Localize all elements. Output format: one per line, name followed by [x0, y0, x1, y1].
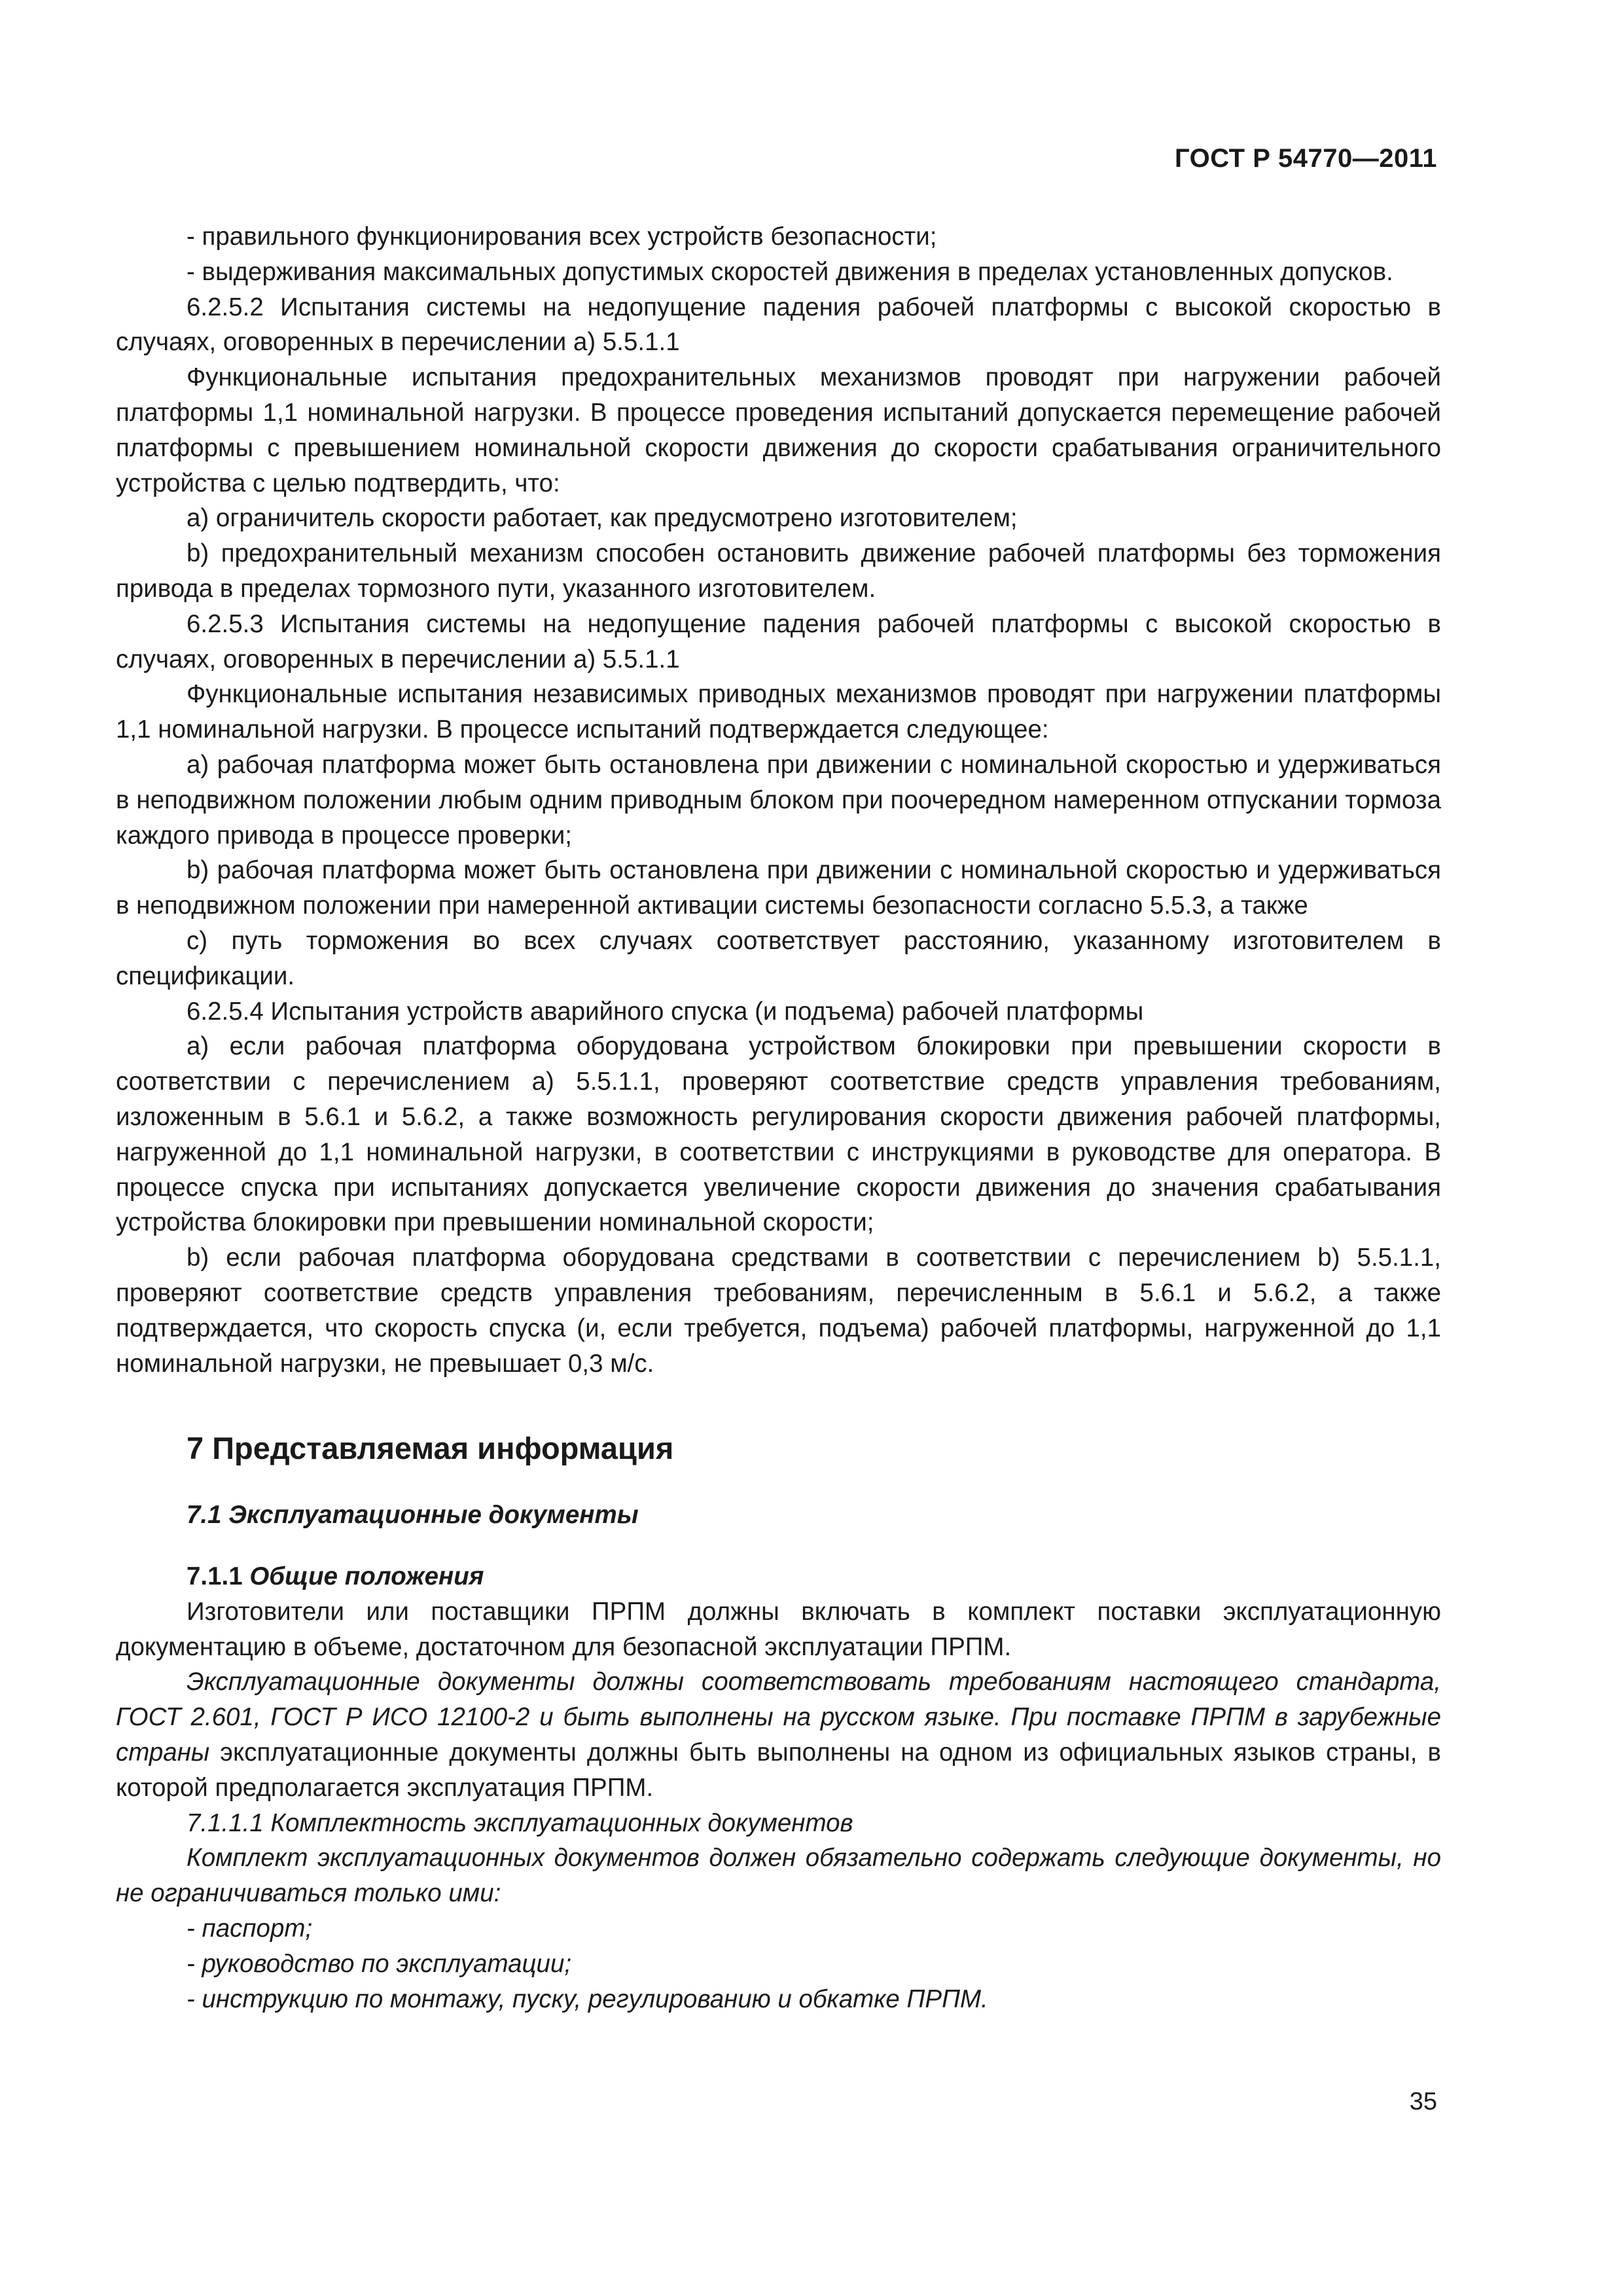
clause-paragraph: 6.2.5.2 Испытания системы на недопущение падения рабочей платформы с высокой скоростью в случаях, оговоренных в перечислении а) 5.5.1.1 — [116, 293, 1441, 357]
regular-text: эксплуатационные документы должны быть выполнены на одном из официальных языков страны, в которой предполагается эксплуатация ПРПМ. — [116, 1738, 1441, 1802]
standard-header: ГОСТ Р 54770—2011 — [1175, 144, 1437, 173]
section-title: 7 Представляемая информация — [187, 1431, 674, 1466]
list-item: b) рабочая платформа может быть остановлена при движении с номинальной скоростью и удерживаться в неподвижном положении при намеренной активации системы безопасности согласно 5.5.3, а также — [116, 856, 1441, 920]
paragraph-mixed — [116, 1664, 1441, 1805]
list-item: - инструкцию по монтажу, пуску, регулированию и обкатке ПРПМ. — [187, 1984, 988, 2013]
clause-title — [116, 1559, 1441, 1594]
paragraph: - выдерживания максимальных допустимых скоростей движения в пределах установленных допусков. — [187, 257, 1393, 286]
subclause-title: 7.1.1.1 Комплектность эксплуатационных документов — [187, 1808, 853, 1837]
paragraph: Комплект эксплуатационных документов должен обязательно содержать следующие документы, но не ограничиваться только ими: — [116, 1844, 1441, 1908]
list-item: a) если рабочая платформа оборудована устройством блокировки при превышении скорости в соответствии с перечислением а) 5.5.1.1, проверяют соответствие средств управления требованиям, изложенным в 5.6.1 и 5.6.2, а также возможность регулирования скорости движения рабочей платформы, нагруженной до 1,1 номинальной нагрузки, в соответствии с инструкциями в руководстве для оператора. В процессе спуска при испытаниях допускается увеличение скорости движения до значения срабатывания устройства блокировки при превышении номинальной скорости; — [116, 1032, 1441, 1237]
list-item: - руководство по эксплуатации; — [187, 1949, 572, 1978]
clause-name: Общие положения — [249, 1562, 484, 1591]
list-item: b) предохранительный механизм способен остановить движение рабочей платформы без торможения привода в пределах тормозного пути, указанного изготовителем. — [116, 539, 1441, 603]
subsection-title: 7.1 Эксплуатационные документы — [187, 1501, 639, 1530]
paragraph: Изготовители или поставщики ПРПМ должны включать в комплект поставки эксплуатационную документацию в объеме, достаточном для безопасной эксплуатации ПРПМ. — [116, 1597, 1441, 1661]
paragraph: - правильного функционирования всех устройств безопасности; — [187, 223, 937, 251]
paragraph: Функциональные испытания независимых приводных механизмов проводят при нагружении платформы 1,1 номинальной нагрузки. В процессе испытаний подтверждается следующее: — [116, 680, 1441, 744]
clause-paragraph: 6.2.5.4 Испытания устройств аварийного спуска (и подъема) рабочей платформы — [187, 997, 1144, 1026]
page-number: 35 — [1409, 2088, 1437, 2115]
clause-paragraph: 6.2.5.3 Испытания системы на недопущение падения рабочей платформы с высокой скоростью в случаях, оговоренных в перечислении а) 5.5.1.1 — [116, 609, 1441, 673]
clause-number: 7.1.1 — [187, 1562, 243, 1591]
list-item: a) рабочая платформа может быть остановлена при движении с номинальной скоростью и удерживаться в неподвижном положении любым одним приводным блоком при поочередном намеренном отпускании тормоза каждого привода в процессе проверки; — [116, 750, 1441, 850]
page-content — [116, 219, 1441, 2017]
list-item: a) ограничитель скорости работает, как предусмотрено изготовителем; — [187, 504, 1018, 533]
list-item: - паспорт; — [187, 1914, 313, 1943]
paragraph: Функциональные испытания предохранительных механизмов проводят при нагружении рабочей платформы 1,1 номинальной нагрузки. В процессе проведения испытаний допускается перемещение рабочей платформы с превышением номинальной скорости движения до скорости срабатывания ограничительного устройства с целью подтвердить, что: — [116, 363, 1441, 497]
italic-text: Эксплуатационные документы должны соответствовать требованиям настоящего стандарта, ГОСТ 2.601, ГОСТ Р ИСО 12100-2 и быть выполнены на русском языке. При поставке ПРПМ в зарубежные страны — [116, 1668, 1441, 1767]
list-item: c) путь торможения во всех случаях соответствует расстоянию, указанному изготовителем в спецификации. — [116, 926, 1441, 990]
list-item: b) если рабочая платформа оборудована средствами в соответствии с перечислением b) 5.5.1.1, проверяют соответствие средств управления требованиям, перечисленным в 5.6.1 и 5.6.2, а также подтверждается, что скорость спуска (и, если требуется, подъема) рабочей платформы, нагруженной до 1,1 номинальной нагрузки, не превышает 0,3 м/с. — [116, 1244, 1441, 1378]
